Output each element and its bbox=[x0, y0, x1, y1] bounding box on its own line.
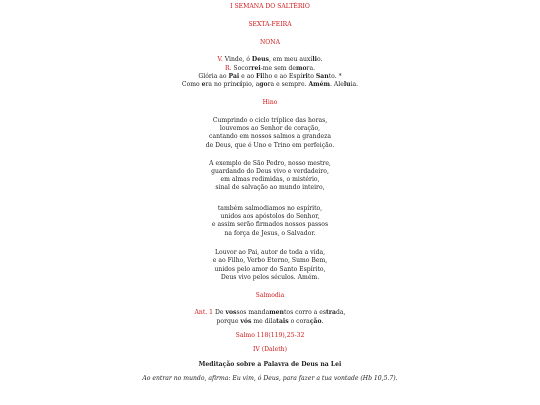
hymn-stanza-2 bbox=[0, 160, 540, 193]
gloria-line-2: Como era no princípio, agora e sempre. Amém. Aleluia. bbox=[181, 81, 359, 89]
day-heading: SEXTA-FEIRA bbox=[248, 20, 292, 28]
hymn-line: Cumprindo o ciclo tríplice das horas, bbox=[212, 116, 328, 124]
hymn-line: cantando em nossos salmos a grandeza bbox=[209, 133, 331, 141]
response-line: R. Socorrei-me sem demora. bbox=[224, 64, 316, 72]
hymn-line: sinal de salvação ao mundo inteiro, bbox=[215, 184, 325, 192]
hymn-line: unidos aos apóstolos do Senhor, bbox=[220, 213, 320, 221]
antiphon-block bbox=[0, 309, 540, 326]
hymn-line: e assim serão firmados nossos passos bbox=[211, 221, 329, 229]
hymn-line: de Deus, que é Uno e Trino em perfeição. bbox=[205, 141, 335, 149]
hymn-line: em almas redimidas, o mistério, bbox=[220, 176, 320, 184]
psalm-reference: Salmo 118(119),25-32 bbox=[235, 332, 305, 340]
hymn-stanza-4 bbox=[0, 249, 540, 282]
hymn-title: Hino bbox=[262, 99, 278, 107]
hymn-line: Louvor ao Pai, autor de toda a vida, bbox=[214, 248, 326, 256]
antiphon-line-2: porque vós me dilatais o coração. bbox=[216, 317, 324, 325]
hour-heading: NONA bbox=[259, 38, 281, 46]
hymn-line: também salmodiamos no espírito, bbox=[217, 204, 323, 212]
hymn-line: unidos pelo amor do Santo Espírito, bbox=[214, 265, 326, 273]
hymn-line: louvemos ao Senhor de coração, bbox=[219, 125, 321, 133]
gloria-line-1: Glória ao Pai e ao Filho e ao Espírito Santo. * bbox=[198, 72, 342, 80]
week-heading: I SEMANA DO SALTÉRIO bbox=[230, 3, 310, 10]
hymn-stanza-1 bbox=[0, 117, 540, 150]
psalmody-title: Salmodia bbox=[255, 291, 285, 299]
hymn-line: A exemplo de São Pedro, nosso mestre, bbox=[209, 159, 331, 167]
psalm-title: Meditação sobre a Palavra de Deus na Lei bbox=[198, 360, 342, 368]
hymn-line: e ao Filho, Verbo Eterno, Sumo Bem, bbox=[212, 257, 328, 265]
antiphon-line-1: Ant. 1 De vossos mandamentos corro a estrada, bbox=[194, 309, 346, 317]
hymn-line: na força de Jesus, o Salvador. bbox=[224, 229, 316, 237]
opening-versicle-block bbox=[0, 56, 540, 89]
versicle-line: V. Vinde, ó Deus, em meu auxílio. bbox=[217, 56, 323, 64]
hymn-line: Deus vivo pelos séculos. Amém. bbox=[220, 273, 320, 281]
psalm-epigraph: Ao entrar no mundo, afirma: Eu vim, ó Deus, para fazer a tua vontade (Hb 10,5.7). bbox=[142, 374, 398, 382]
hymn-line: guardando do Deus vivo e verdadeiro, bbox=[211, 167, 329, 175]
hymn-stanza-3 bbox=[0, 205, 540, 238]
psalm-section: IV (Daleth) bbox=[253, 346, 287, 354]
